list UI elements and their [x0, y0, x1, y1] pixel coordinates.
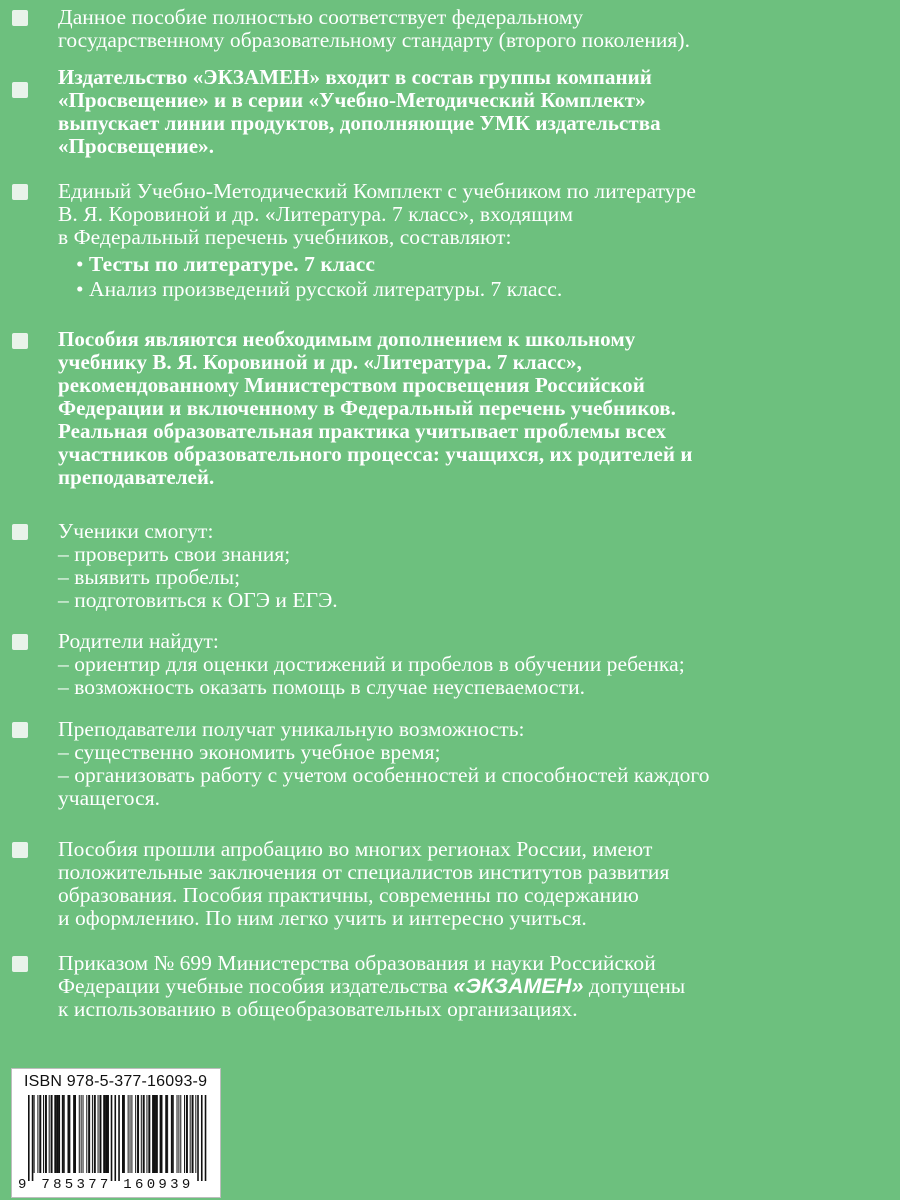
bullet-icon [12, 634, 28, 650]
barcode-bar [131, 1095, 132, 1173]
bullet-icon [12, 524, 28, 540]
text-line: – подготовиться к ОГЭ и ЕГЭ. [58, 588, 338, 612]
barcode-bar [54, 1095, 56, 1173]
barcode-bar [32, 1095, 34, 1181]
barcode-bar [69, 1095, 70, 1173]
text-line: образования. Пособия практичны, современны по содержанию [58, 883, 639, 907]
barcode-bar [49, 1095, 50, 1173]
text-line: к использованию в общеобразовательных организациях. [58, 997, 578, 1021]
barcode-bar [143, 1095, 145, 1173]
barcode-bar [111, 1095, 113, 1181]
barcode-bar [186, 1095, 188, 1173]
list-item: • Анализ произведений русской литературы. 7 класс. [58, 278, 892, 301]
barcode-bar [156, 1095, 158, 1173]
barcode-bar [178, 1095, 179, 1173]
barcode-bar [165, 1095, 167, 1173]
text-line: Приказом № 699 Министерства образования и науки Российской [58, 951, 656, 975]
text-line: положительные заключения от специалистов институтов развития [58, 860, 670, 884]
text-line: «Просвещение» и в серии «Учебно-Методический Комплект» [58, 88, 646, 112]
barcode-bar [103, 1095, 105, 1173]
barcode-bar [67, 1095, 69, 1173]
text-line: выпускает линии продуктов, дополняющие УМК издательства [58, 111, 661, 135]
barcode-bar [173, 1095, 174, 1173]
barcode-bar [137, 1095, 139, 1173]
barcode-bar [141, 1095, 142, 1173]
text-line: – существенно экономить учебное время; [58, 740, 441, 764]
text-line: преподавателей. [58, 465, 215, 489]
bullet-icon [12, 184, 28, 200]
barcode-bar [192, 1095, 194, 1173]
bullet-icon [12, 842, 28, 858]
barcode-bar [43, 1095, 44, 1173]
list-item: • Тесты по литературе. 7 класс [58, 253, 892, 276]
text-line: – возможность оказать помощь в случае неуспеваемости. [58, 675, 586, 699]
text-line: – проверить свои знания; [58, 542, 291, 566]
barcode-bar [92, 1095, 93, 1173]
barcode-bar [64, 1095, 65, 1173]
barcode-bar [180, 1095, 181, 1173]
barcode-bar [160, 1095, 162, 1173]
barcode-digits: 9 785377 160939 [18, 1177, 194, 1193]
text-line: В. Я. Коровиной и др. «Литература. 7 класс», входящим [58, 202, 574, 226]
bullet-icon [12, 722, 28, 738]
text-line: учебнику В. Я. Коровиной и др. «Литература. 7 класс», [58, 350, 582, 374]
bullet-icon [12, 10, 28, 26]
bullet-icon [12, 956, 28, 972]
text-line: Федерации и включенному в Федеральный перечень учебников. [58, 396, 676, 420]
bullet-icon [12, 333, 28, 349]
text-line: Издательство «ЭКЗАМЕН» входит в состав группы компаний [58, 65, 652, 89]
barcode-bar [62, 1095, 64, 1173]
barcode-bar [105, 1095, 107, 1173]
text-line: Федерации учебные пособия издательства «ЭКЗАМЕН» допущены [58, 974, 686, 998]
barcode-icon [26, 1095, 210, 1181]
barcode-bar [58, 1095, 60, 1173]
barcode-bar [75, 1095, 76, 1173]
text-line: Пособия прошли апробацию во многих регионах России, имеют [58, 837, 653, 861]
barcode-bar [161, 1095, 162, 1173]
barcode-bar [107, 1095, 109, 1173]
barcode-bar [79, 1095, 80, 1173]
text-line: «Просвещение». [58, 134, 215, 158]
barcode-bar [28, 1095, 30, 1181]
barcode-bar [197, 1095, 199, 1181]
barcode-bar [135, 1095, 136, 1173]
barcode-bar [34, 1095, 35, 1173]
text-line: – ориентир для оценки достижений и пробелов в обучении ребенка; [58, 652, 685, 676]
text-line: Пособия являются необходимым дополнением к школьному [58, 327, 636, 351]
bullet-icon [12, 82, 28, 98]
publisher-brand: «ЭКЗАМЕН» [453, 974, 584, 998]
barcode-bar [99, 1095, 101, 1173]
barcode-bar [205, 1095, 207, 1181]
text-line: в Федеральный перечень учебников, составляют: [58, 225, 512, 249]
text-line: Реальная образовательная практика учитывает проблемы всех [58, 419, 667, 443]
barcode-bar [37, 1095, 38, 1173]
barcode-bar [201, 1095, 203, 1181]
barcode-bar [39, 1095, 41, 1173]
text-line: – организовать работу с учетом особенностей и способностей каждого [58, 763, 710, 787]
text-line: рекомендованному Министерством просвещения Российской [58, 373, 645, 397]
barcode-bar [190, 1095, 191, 1173]
barcode-bar [94, 1095, 96, 1173]
barcode-bar [148, 1095, 150, 1173]
barcode-bar [130, 1095, 131, 1173]
barcode-bar [167, 1095, 168, 1173]
barcode-bar [45, 1095, 47, 1173]
barcode-bar [122, 1095, 124, 1173]
barcode-bar [51, 1095, 53, 1173]
text-line: – выявить пробелы; [58, 565, 241, 589]
barcode-bar [83, 1095, 84, 1173]
barcode-bar [177, 1095, 178, 1173]
barcode-bar [86, 1095, 87, 1173]
barcode-bar [152, 1095, 154, 1173]
text-line: Родители найдут: [58, 629, 219, 653]
barcode-bar [184, 1095, 185, 1173]
text-line: Ученики смогут: [58, 519, 214, 543]
barcode-bar [56, 1095, 58, 1173]
barcode-bar [124, 1095, 125, 1173]
barcode-bar [98, 1095, 99, 1173]
barcode-bar [171, 1095, 173, 1173]
barcode-bar [146, 1095, 147, 1173]
text-line: государственному образовательному стандарту (второго поколения). [58, 28, 691, 52]
barcode-bar [118, 1095, 120, 1181]
text-line: учащегося. [58, 786, 161, 810]
text-line: и оформлению. По ним легко учить и интересно учиться. [58, 906, 587, 930]
text-line: Данное пособие полностью соответствует федеральному [58, 5, 584, 29]
barcode-bar [114, 1095, 116, 1181]
barcode-bar [154, 1095, 156, 1173]
text-line: Преподаватели получат уникальную возможность: [58, 717, 525, 741]
text-line: Единый Учебно-Методический Комплект с учебником по литературе [58, 179, 696, 203]
barcode-bar [73, 1095, 75, 1173]
barcode-bar [81, 1095, 82, 1173]
text-line: участников образовательного процесса: учащихся, их родителей и [58, 442, 693, 466]
barcode-bar [195, 1095, 196, 1173]
isbn-barcode-box [11, 1068, 221, 1198]
isbn-label: ISBN 978-5-377-16093-9 [24, 1073, 208, 1090]
barcode-bar [88, 1095, 90, 1173]
barcode-bar [128, 1095, 129, 1173]
